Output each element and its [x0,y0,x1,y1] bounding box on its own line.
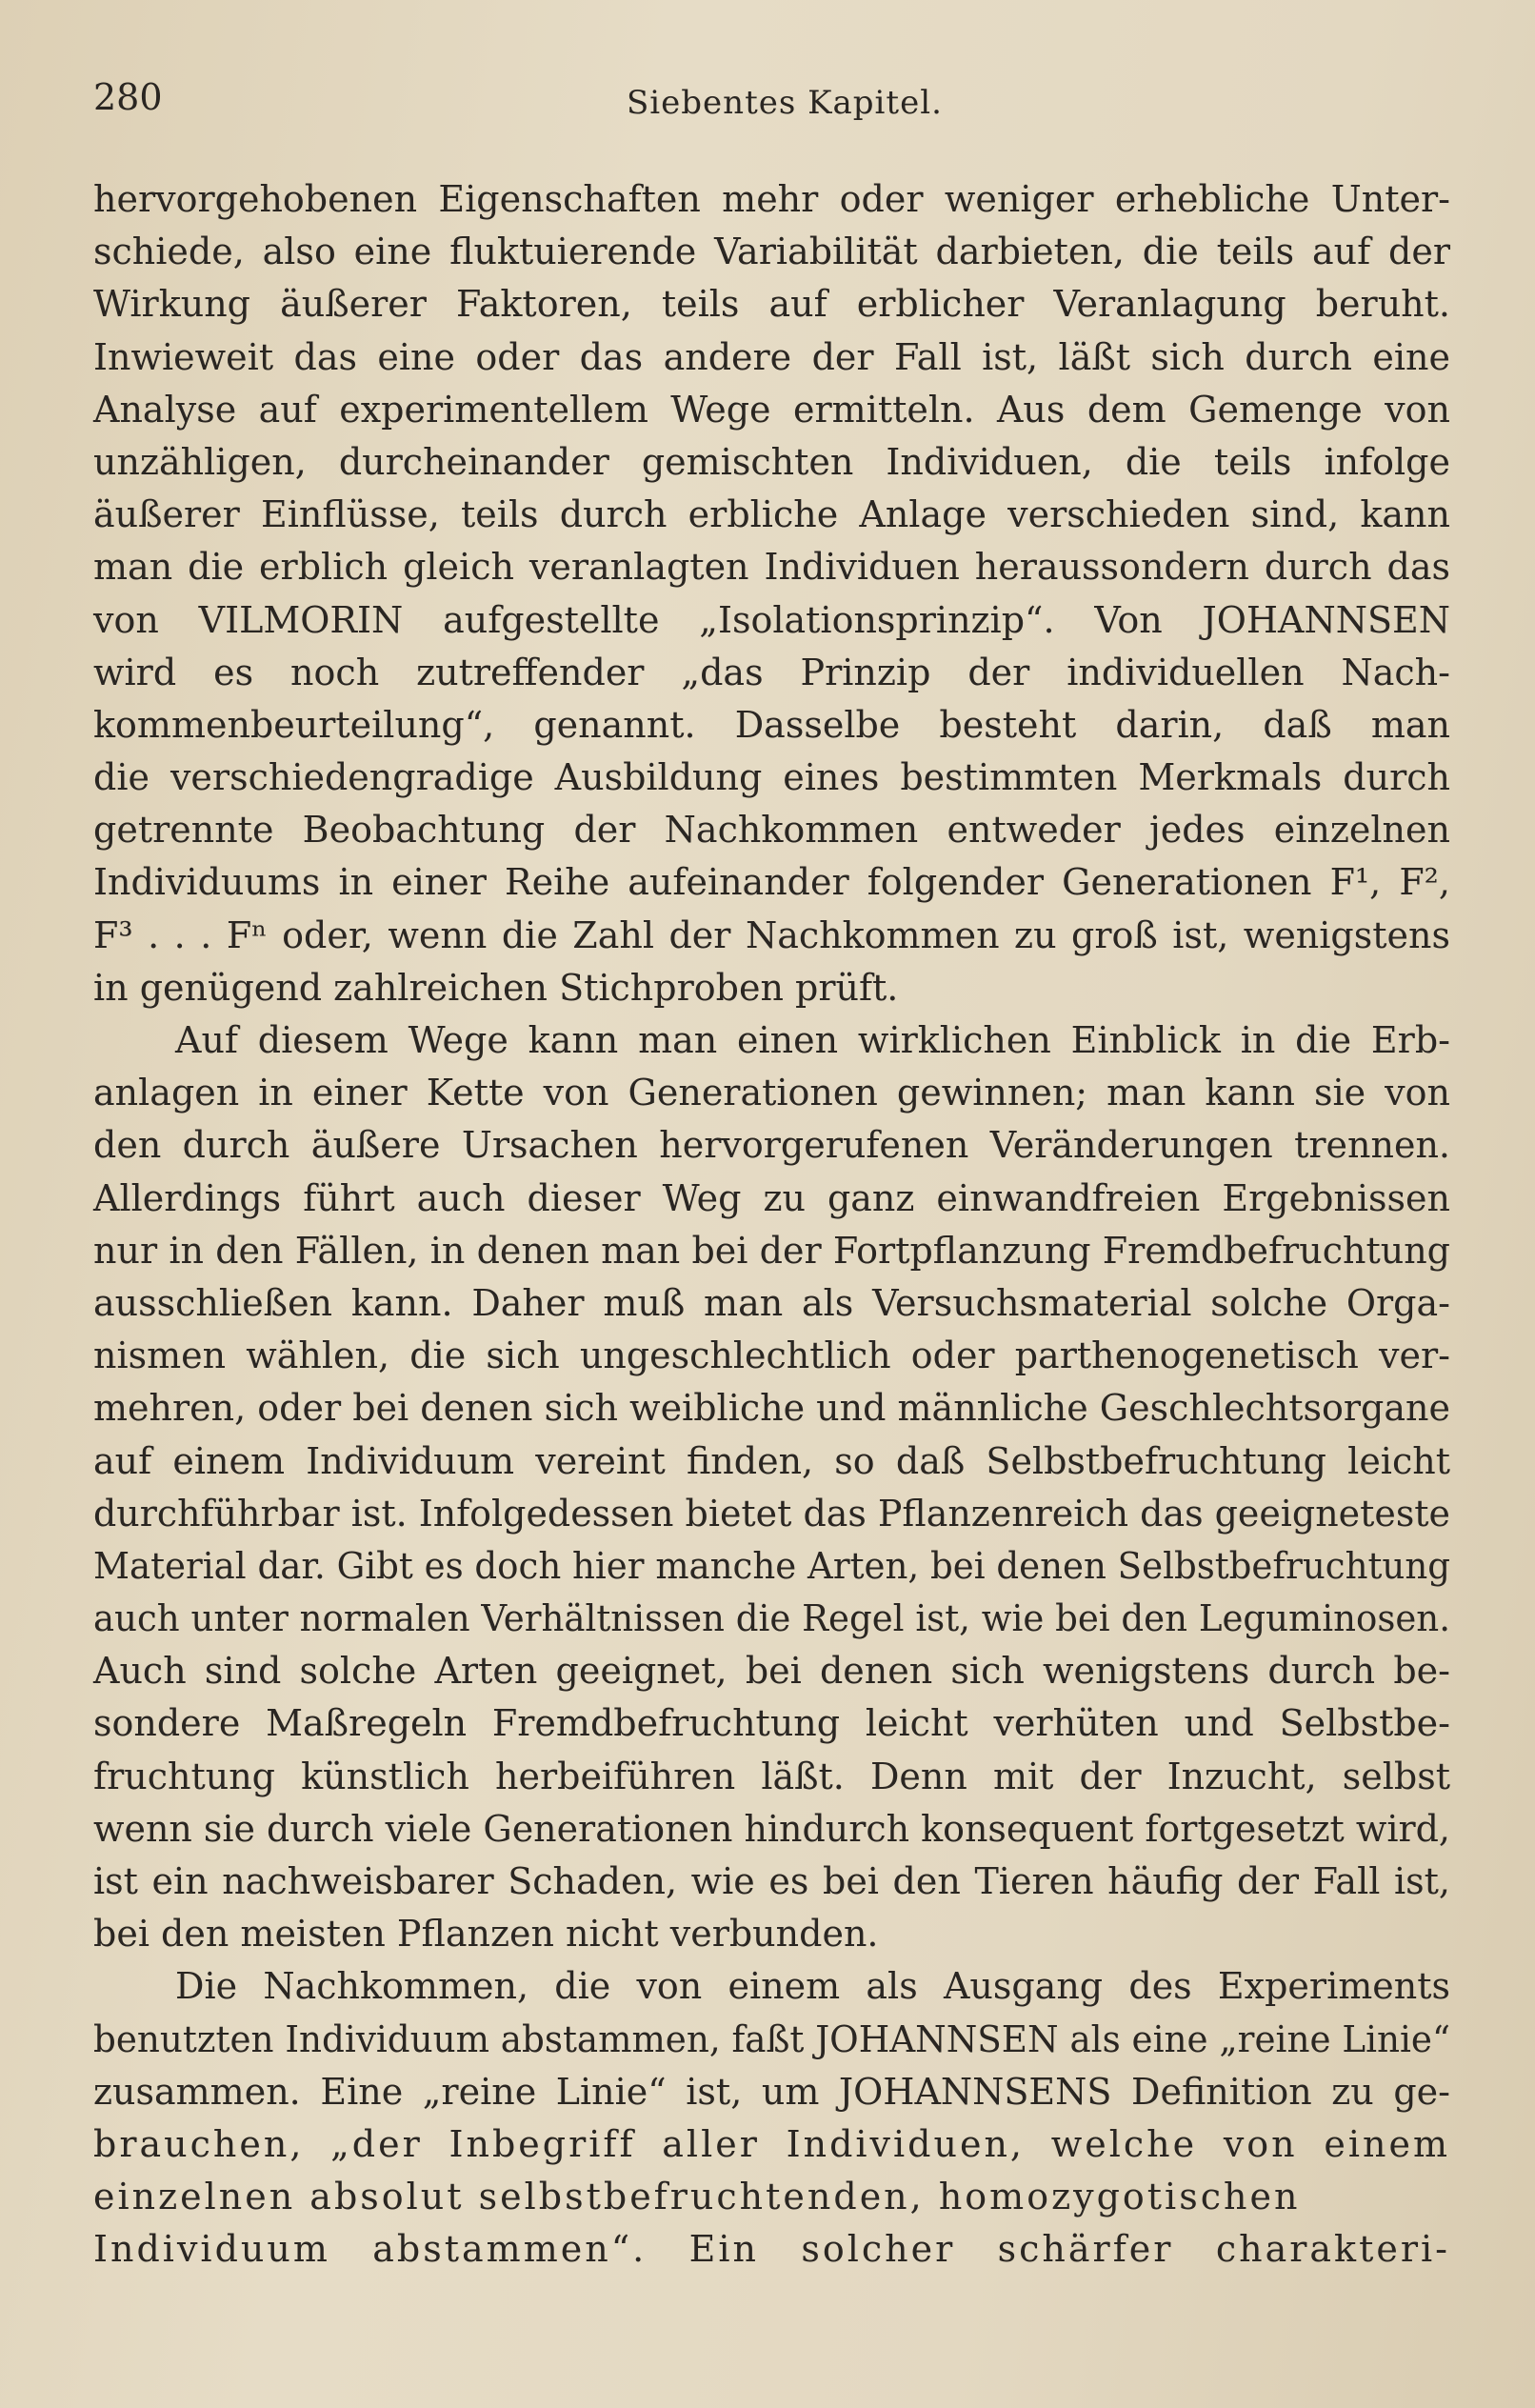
text-line: durchführbar ist. Infolgedessen bietet das Pflanzenreich das geeigneteste [93,1492,1450,1535]
running-head: Siebentes Kapitel. [627,84,943,122]
text-line: wenn sie durch viele Generationen hindurch konsequent fortgesetzt wird, [93,1807,1450,1850]
text-line: Auch sind solche Arten geeignet, bei denen sich wenigstens durch be- [93,1650,1450,1693]
text-line: auch unter normalen Verhältnissen die Regel ist, wie bei den Leguminosen. [93,1597,1450,1640]
text-line: zusammen. Eine „reine Linie“ ist, um JOHANNSENS Definition zu ge- [93,2070,1450,2113]
page-header [93,76,1445,133]
text-line: brauchen, „der Inbegriff aller Individuen, welche von einem [93,2122,1450,2165]
text-line: man die erblich gleich veranlagten Individuen heraussondern durch das [93,546,1450,589]
paragraph-start-line: Die Nachkommen, die von einem als Ausgang des Experiments [175,1965,1450,2008]
text-line: in genügend zahlreichen Stichproben prüft. [93,966,899,1009]
text-line: wird es noch zutreffender „das Prinzip der individuellen Nach- [93,651,1450,693]
text-line: F³ . . . Fⁿ oder, wenn die Zahl der Nachkommen zu groß ist, wenigstens [93,913,1450,956]
text-line: die verschiedengradige Ausbildung eines bestimmten Merkmals durch [93,756,1450,799]
text-line: getrennte Beobachtung der Nachkommen entweder jedes einzelnen [93,809,1450,852]
text-line: Allerdings führt auch dieser Weg zu ganz einwandfreien Ergebnissen [93,1176,1450,1219]
text-line: auf einem Individuum vereint finden, so daß Selbstbefruchtung leicht [93,1439,1450,1482]
text-line: anlagen in einer Kette von Generationen gewinnen; man kann sie von [93,1072,1450,1114]
text-line: kommenbeurteilung“, genannt. Dasselbe besteht darin, daß man [93,703,1450,746]
text-line: den durch äußere Ursachen hervorgerufenen Veränderungen trennen. [93,1124,1450,1167]
body-text [93,173,1450,2317]
text-line: benutzten Individuum abstammen, faßt JOHANNSEN als eine „reine Linie“ [93,2017,1450,2060]
text-line: äußerer Einflüsse, teils durch erbliche Anlage verschieden sind, kann [93,493,1450,536]
text-line: hervorgehobenen Eigenschaften mehr oder weniger erhebliche Unter- [93,178,1450,220]
text-line: Inwieweit das eine oder das andere der Fall ist, läßt sich durch eine [93,335,1450,378]
text-line: ist ein nachweisbarer Schaden, wie es bei den Tieren häufig der Fall ist, [93,1860,1450,1902]
text-line: nur in den Fällen, in denen man bei der Fortpflanzung Fremdbefruchtung [93,1229,1450,1272]
text-line: einzelnen absolut selbstbefruchtenden, homozygotischen [93,2176,1301,2218]
text-line: ausschließen kann. Daher muß man als Versuchsmaterial solche Orga- [93,1281,1450,1324]
text-line: Wirkung äußerer Faktoren, teils auf erblicher Veranlagung beruht. [93,283,1450,326]
text-line: Analyse auf experimentellem Wege ermitteln. Aus dem Gemenge von [93,388,1450,431]
text-line: unzähligen, durcheinander gemischten Individuen, die teils infolge [93,440,1450,483]
text-line: Individuum abstammen“. Ein solcher schärfer charakteri- [93,2228,1450,2271]
text-line: Individuums in einer Reihe aufeinander folgender Generationen F¹, F², [93,861,1450,904]
text-line: Material dar. Gibt es doch hier manche Arten, bei denen Selbstbefruchtung [93,1544,1450,1587]
page-number: 280 [93,76,163,118]
text-line: schiede, also eine fluktuierende Variabilität darbieten, die teils auf der [93,231,1450,273]
paragraph-start-line: Auf diesem Wege kann man einen wirklichen Einblick in die Erb- [175,1019,1450,1061]
text-line: bei den meisten Pflanzen nicht verbunden. [93,1913,879,1956]
text-line: mehren, oder bei denen sich weibliche und männliche Geschlechtsorgane [93,1387,1450,1430]
text-line: nismen wählen, die sich ungeschlechtlich oder parthenogenetisch ver- [93,1334,1450,1377]
text-line: fruchtung künstlich herbeiführen läßt. Denn mit der Inzucht, selbst [93,1755,1450,1797]
text-line: von VILMORIN aufgestellte „Isolationsprinzip“. Von JOHANNSEN [93,598,1450,641]
text-line: sondere Maßregeln Fremdbefruchtung leicht verhüten und Selbstbe- [93,1702,1450,1745]
